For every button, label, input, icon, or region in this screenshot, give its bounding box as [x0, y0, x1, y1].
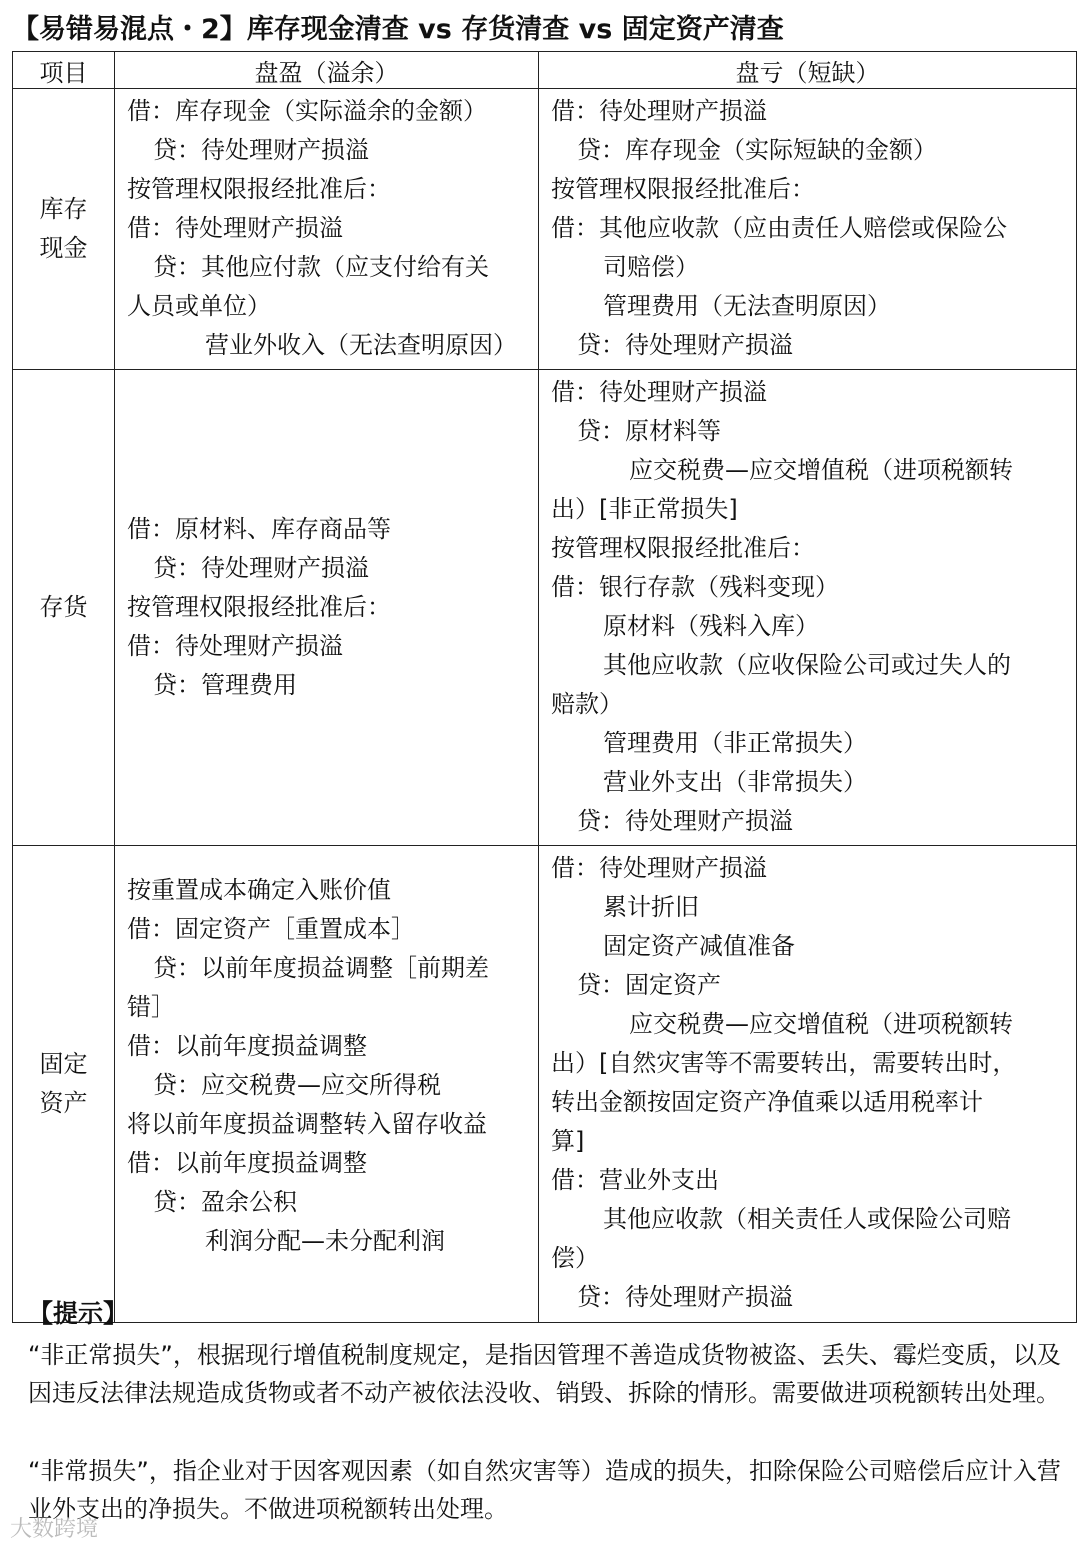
row-label-line: 固定 — [39, 1050, 88, 1078]
shortage-entries — [539, 89, 1077, 370]
surplus-entry-line: 贷：以前年度损益调整［前期差 — [153, 954, 489, 982]
surplus-entry-line: 营业外收入（无法查明原因） — [205, 331, 517, 359]
header-surplus: 盘盈（溢余） — [115, 52, 539, 89]
surplus-entry-line: 借：固定资产［重置成本］ — [127, 915, 415, 943]
shortage-entry-line: 按管理权限报经批准后： — [551, 534, 815, 562]
row-label-line: 资产 — [39, 1089, 88, 1117]
watermark: 大数跨境 — [10, 1517, 99, 1542]
shortage-entries — [539, 370, 1077, 846]
shortage-entry-line: 借：营业外支出 — [551, 1166, 719, 1194]
shortage-entry-line: 贷：待处理财产损溢 — [577, 1283, 793, 1311]
surplus-entry-line: 利润分配—未分配利润 — [205, 1227, 445, 1255]
shortage-entry-line: 出）[非正常损失] — [551, 495, 738, 523]
hint-paragraph-2: “非常损失”，指企业对于因客观因素（如自然灾害等）造成的损失，扣除保险公司赔偿后应计入营业外支出的净损失。不做进项税额转出处理。 — [28, 1457, 1061, 1523]
table-header-row — [13, 52, 1077, 89]
comparison-table — [12, 51, 1077, 1323]
shortage-entry-line: 管理费用（无法查明原因） — [603, 292, 891, 320]
shortage-entry-line: 借：待处理财产损溢 — [551, 97, 767, 125]
surplus-entry-line: 按管理权限报经批准后： — [127, 592, 391, 621]
row-label — [13, 89, 115, 370]
header-shortage: 盘亏（短缺） — [539, 52, 1077, 89]
row-label-line: 存货 — [39, 593, 88, 621]
shortage-entry-line: 借：银行存款（残料变现） — [551, 573, 839, 601]
hint-title: 【提示】 — [28, 1299, 129, 1328]
surplus-entry-line: 按重置成本确定入账价值 — [127, 876, 391, 904]
surplus-entry-line: 贷：待处理财产损溢 — [153, 553, 369, 582]
shortage-entry-line: 贷：原材料等 — [577, 417, 721, 445]
table-row-cash — [13, 89, 1077, 370]
surplus-entry-line: 借：待处理财产损溢 — [127, 214, 343, 242]
shortage-entry-line: 司赔偿） — [603, 253, 699, 281]
shortage-entry-line: 按管理权限报经批准后： — [551, 175, 815, 203]
shortage-entry-line: 出）[自然灾害等不需要转出，需要转出时， — [551, 1049, 1017, 1077]
surplus-entry-line: 将以前年度损益调整转入留存收益 — [127, 1110, 487, 1138]
shortage-entry-line: 固定资产减值准备 — [603, 932, 795, 960]
shortage-entry-line: 贷：固定资产 — [577, 971, 721, 999]
table-row-inventory — [13, 370, 1077, 846]
header-item: 项目 — [13, 52, 115, 89]
surplus-entry-line: 贷：其他应付款（应支付给有关 — [153, 253, 489, 281]
shortage-entry-line: 贷：库存现金（实际短缺的金额） — [577, 136, 937, 164]
shortage-entry-line: 赔款） — [551, 690, 623, 718]
shortage-entry-line: 借：待处理财产损溢 — [551, 378, 767, 406]
shortage-entry-line: 转出金额按固定资产净值乘以适用税率计 — [551, 1088, 983, 1116]
surplus-entries — [115, 846, 539, 1323]
shortage-entry-line: 贷：待处理财产损溢 — [577, 807, 793, 835]
surplus-entry-line: 借：待处理财产损溢 — [127, 631, 343, 660]
surplus-entry-line: 借：以前年度损益调整 — [127, 1149, 367, 1177]
shortage-entry-line: 偿） — [551, 1244, 599, 1272]
surplus-entry-line: 贷：管理费用 — [153, 670, 297, 699]
page-title: 【易错易混点・2】库存现金清查 vs 存货清查 vs 固定资产清查 — [12, 14, 784, 45]
table-row-fixed-assets — [13, 846, 1077, 1323]
shortage-entry-line: 贷：待处理财产损溢 — [577, 331, 793, 359]
row-label — [13, 846, 115, 1323]
surplus-entry-line: 借：以前年度损益调整 — [127, 1032, 367, 1060]
shortage-entry-line: 原材料（残料入库） — [603, 612, 819, 640]
shortage-entry-line: 应交税费—应交增值税（进项税额转 — [629, 456, 1013, 484]
shortage-entry-line: 借：其他应收款（应由责任人赔偿或保险公 — [551, 214, 1007, 242]
surplus-entry-line: 错］ — [127, 993, 175, 1021]
shortage-entry-line: 其他应收款（相关责任人或保险公司赔 — [603, 1205, 1011, 1233]
shortage-entries — [539, 846, 1077, 1323]
surplus-entries — [115, 89, 539, 370]
row-label-line: 现金 — [39, 234, 88, 262]
hint-paragraph-1: “非正常损失”，根据现行增值税制度规定，是指因管理不善造成货物被盗、丢失、霉烂变质，以及因违反法律法规造成货物或者不动产被依法没收、销毁、拆除的情形。需要做进项税额转出处理。 — [28, 1341, 1061, 1407]
shortage-entry-line: 算] — [551, 1127, 585, 1155]
surplus-entry-line: 贷：应交税费—应交所得税 — [153, 1071, 441, 1099]
shortage-entry-line: 借：待处理财产损溢 — [551, 854, 767, 882]
surplus-entry-line: 贷：盈余公积 — [153, 1188, 297, 1216]
surplus-entry-line: 借：库存现金（实际溢余的金额） — [127, 97, 487, 125]
surplus-entry-line: 借：原材料、库存商品等 — [127, 514, 391, 543]
shortage-entry-line: 累计折旧 — [603, 893, 699, 921]
surplus-entry-line: 按管理权限报经批准后： — [127, 175, 391, 203]
surplus-entry-line: 贷：待处理财产损溢 — [153, 136, 369, 164]
shortage-entry-line: 应交税费—应交增值税（进项税额转 — [629, 1010, 1013, 1038]
surplus-entry-line: 人员或单位） — [127, 292, 271, 320]
row-label-line: 库存 — [39, 195, 88, 223]
shortage-entry-line: 营业外支出（非常损失） — [603, 768, 867, 796]
shortage-entry-line: 其他应收款（应收保险公司或过失人的 — [603, 651, 1011, 679]
row-label — [13, 370, 115, 846]
shortage-entry-line: 管理费用（非正常损失） — [603, 729, 867, 757]
surplus-entries — [115, 370, 539, 846]
